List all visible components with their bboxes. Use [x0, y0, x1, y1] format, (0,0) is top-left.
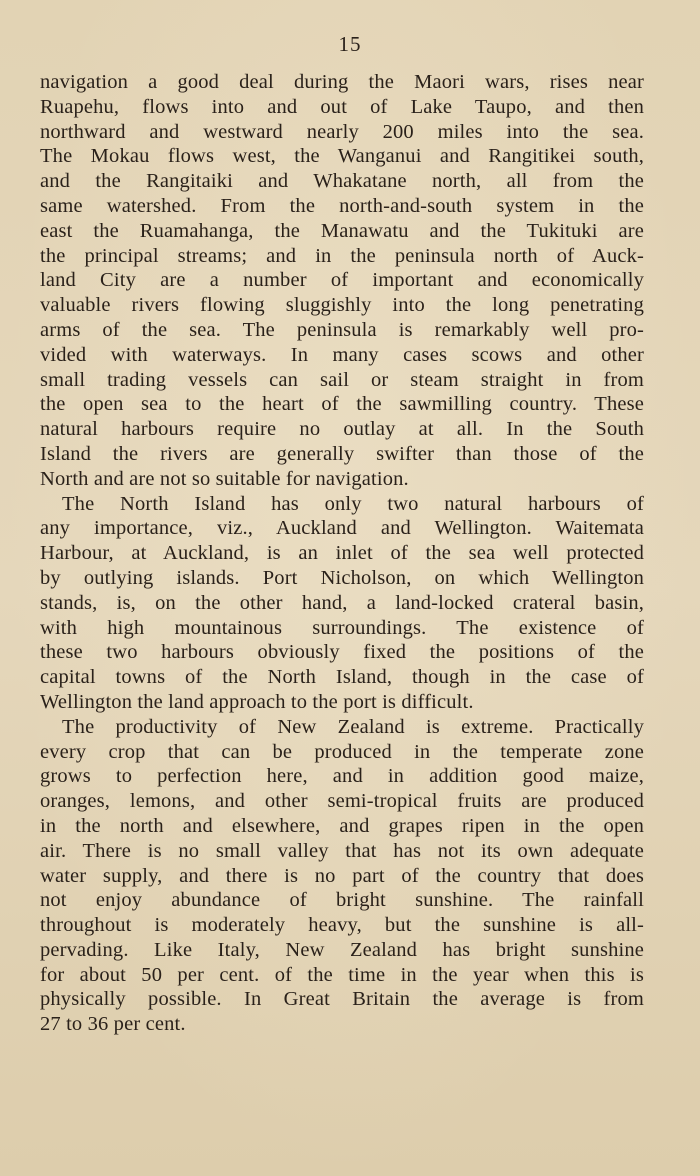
text-line: The productivity of New Zealand is extreme. Practically: [62, 715, 644, 738]
text-line: Island the rivers are generally swifter than those of the: [40, 442, 644, 465]
text-line: grows to perfection here, and in addition good maize,: [40, 765, 644, 788]
text-line: arms of the sea. The peninsula is remarkably well pro-: [40, 318, 644, 341]
paragraph: [40, 70, 644, 492]
text-line: with high mountainous surroundings. The existence of: [40, 616, 644, 639]
text-line: physically possible. In Great Britain the average is from: [40, 988, 644, 1011]
body-text: [40, 70, 644, 1037]
text-line: Harbour, at Auckland, is an inlet of the sea well protected: [40, 542, 644, 565]
text-line: same watershed. From the north-and-south system in the: [40, 194, 644, 217]
text-line: air. There is no small valley that has not its own adequate: [40, 839, 644, 862]
text-line: east the Ruamahanga, the Manawatu and the Tukituki are: [40, 219, 644, 242]
text-line: not enjoy abundance of bright sunshine. The rainfall: [40, 889, 644, 912]
text-line: pervading. Like Italy, New Zealand has bright sunshine: [40, 938, 644, 961]
text-line: capital towns of the North Island, though in the case of: [40, 666, 644, 689]
text-line: North and are not so suitable for navigation.: [40, 467, 409, 490]
text-line: the open sea to the heart of the sawmilling country. These: [40, 393, 644, 416]
text-line: stands, is, on the other hand, a land-locked crateral basin,: [40, 591, 644, 614]
text-line: water supply, and there is no part of the country that does: [40, 864, 644, 887]
text-line: every crop that can be produced in the temperate zone: [40, 740, 644, 763]
text-line: small trading vessels can sail or steam straight in from: [40, 368, 644, 391]
text-line: these two harbours obviously fixed the positions of the: [40, 641, 644, 664]
text-line: The Mokau flows west, the Wanganui and Rangitikei south,: [40, 145, 644, 168]
text-line: natural harbours require no outlay at all. In the South: [40, 418, 644, 441]
text-line: Ruapehu, flows into and out of Lake Taupo, and then: [40, 95, 644, 118]
text-line: northward and westward nearly 200 miles into the sea.: [40, 120, 644, 143]
text-line: 27 to 36 per cent.: [40, 1013, 186, 1036]
paragraph: [40, 715, 644, 1037]
paragraph: [40, 492, 644, 715]
text-line: throughout is moderately heavy, but the sunshine is all-: [40, 914, 644, 937]
text-line: vided with waterways. In many cases scows and other: [40, 343, 644, 366]
text-line: by outlying islands. Port Nicholson, on which Wellington: [40, 566, 644, 589]
text-line: oranges, lemons, and other semi-tropical fruits are produced: [40, 790, 644, 813]
text-line: and the Rangitaiki and Whakatane north, all from the: [40, 170, 644, 193]
text-line: navigation a good deal during the Maori wars, rises near: [40, 71, 644, 93]
text-line: land City are a number of important and economically: [40, 269, 644, 292]
text-line: valuable rivers flowing sluggishly into the long penetrating: [40, 294, 644, 317]
text-line: The North Island has only two natural harbours of: [62, 492, 644, 515]
text-line: in the north and elsewhere, and grapes ripen in the open: [40, 814, 644, 837]
text-line: the principal streams; and in the peninsula north of Auck-: [40, 244, 644, 267]
text-line: for about 50 per cent. of the time in the year when this is: [40, 963, 644, 986]
page-number: 15: [338, 32, 362, 56]
text-line: any importance, viz., Auckland and Wellington. Waitemata: [40, 517, 644, 540]
text-line: Wellington the land approach to the port is difficult.: [40, 690, 474, 713]
